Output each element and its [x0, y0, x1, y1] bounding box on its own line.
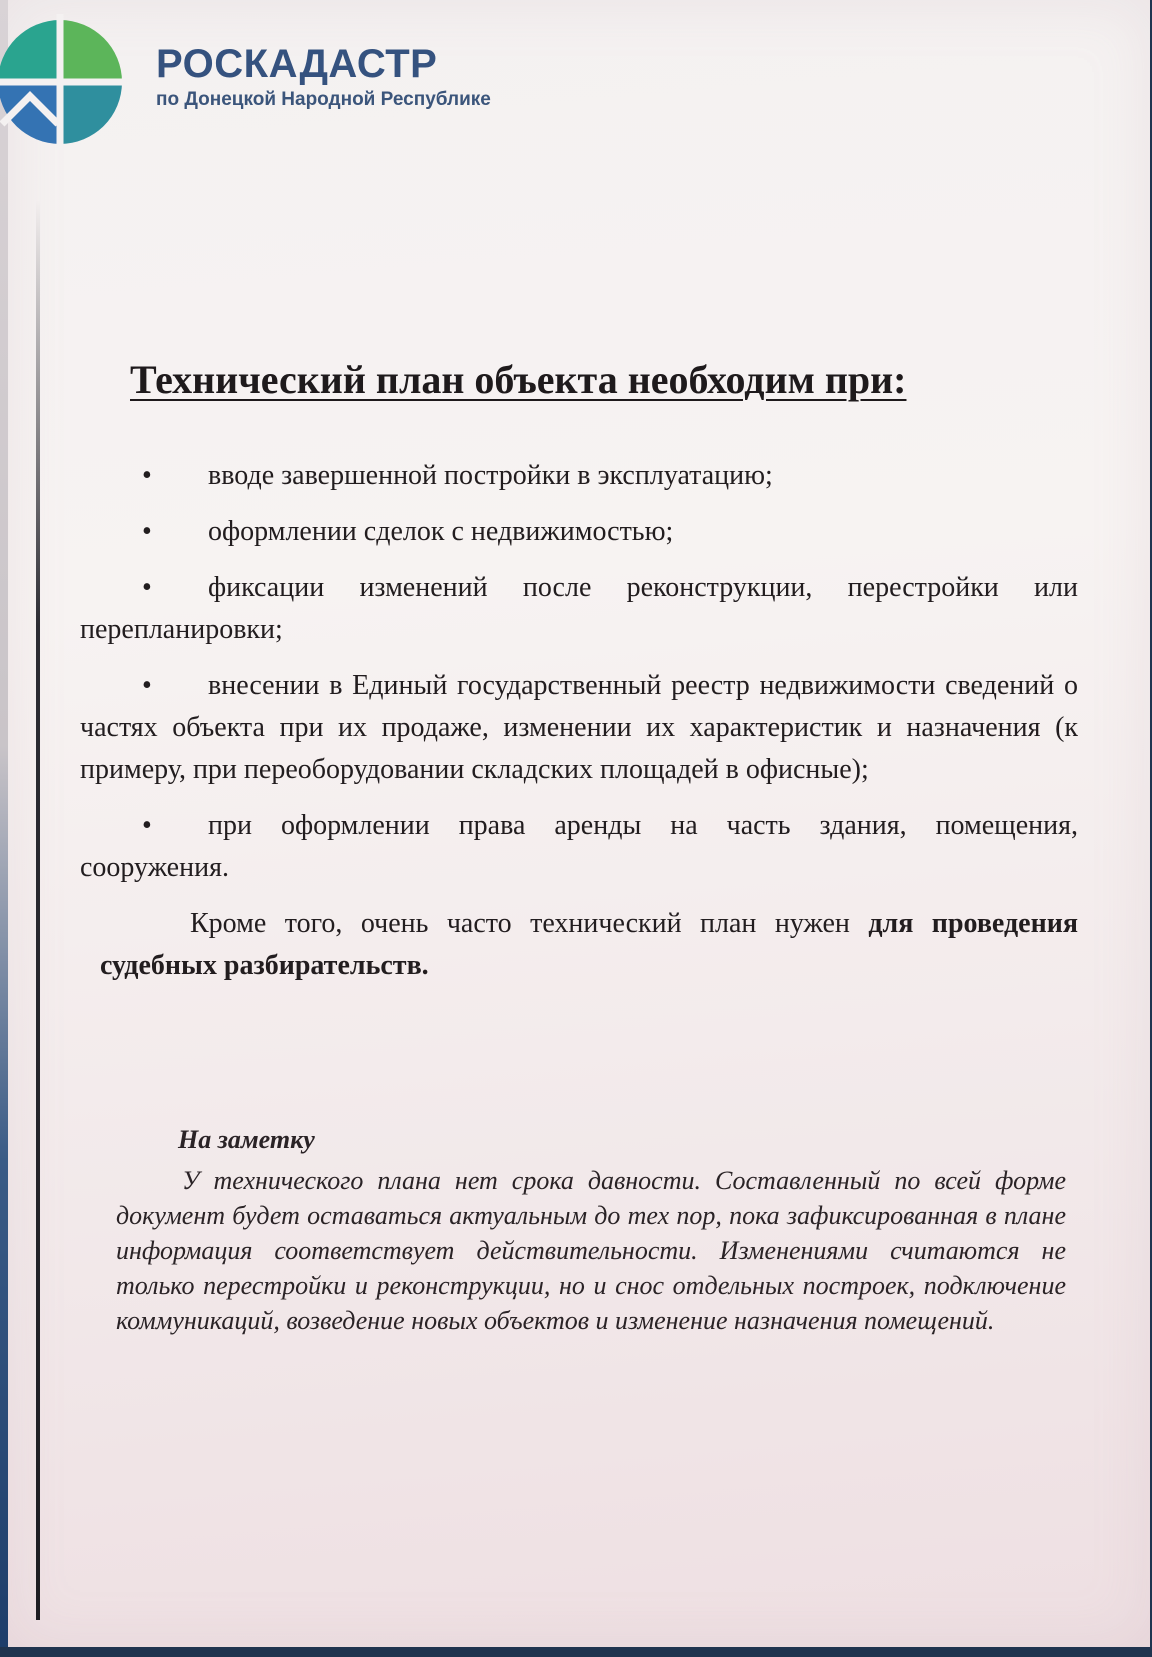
- bottom-frame: [0, 1647, 1152, 1657]
- list-item: [80, 805, 1078, 889]
- list-item: [80, 511, 1078, 553]
- bullet-glyph: •: [142, 460, 152, 491]
- list-item: [80, 455, 1078, 497]
- document-heading: Технический план объекта необходим при:: [130, 357, 907, 402]
- brand-name: РОСКАДАСТР: [156, 42, 438, 86]
- list-item-text: внесении в Единый государственный реестр недвижимости сведений о частях объекта при их продаже, изменении их характеристик и назначения (к примеру, при переоборудовании складских площадей в офисные);: [80, 670, 1078, 785]
- list-item: [80, 665, 1078, 791]
- sheet-edge-shadow: [36, 200, 40, 1620]
- note-text: У технического плана нет срока давности. Составленный по всей форме документ будет оставаться актуальным до тех пор, пока зафиксированная в плане информация соответствует действительности. Изменениями считаются не только перестройки и реконструкции, но и снос отдельных построек, подключение коммуникаций, возведение новых объектов и изменение назначения помещений.: [116, 1166, 1066, 1335]
- requirements-list: [80, 455, 1078, 987]
- bullet-glyph: •: [142, 670, 152, 701]
- bullet-glyph: •: [142, 572, 152, 603]
- list-item: [80, 567, 1078, 651]
- brand-subtitle: по Донецкой Народной Республике: [156, 89, 491, 110]
- paragraph-lead: Кроме того, очень часто технический план нужен: [190, 908, 869, 939]
- note-block: [116, 1122, 1066, 1338]
- list-item-text: фиксации изменений после реконструкции, перестройки или перепланировки;: [80, 572, 1078, 645]
- roskadastr-logo-icon: [0, 12, 130, 152]
- list-item-text: при оформлении права аренды на часть здания, помещения, сооружения.: [80, 810, 1078, 883]
- bullet-glyph: •: [142, 810, 152, 841]
- bullet-glyph: •: [142, 516, 152, 547]
- note-title: На заметку: [178, 1125, 315, 1154]
- brand-block: [156, 42, 576, 112]
- list-item-text: оформлении сделок с недвижимостью;: [208, 516, 674, 547]
- court-paragraph: [100, 903, 1078, 987]
- list-item-text: вводе завершенной постройки в эксплуатацию;: [208, 460, 773, 491]
- paragraph-bold: для проведения судебных разбирательств.: [100, 908, 1078, 981]
